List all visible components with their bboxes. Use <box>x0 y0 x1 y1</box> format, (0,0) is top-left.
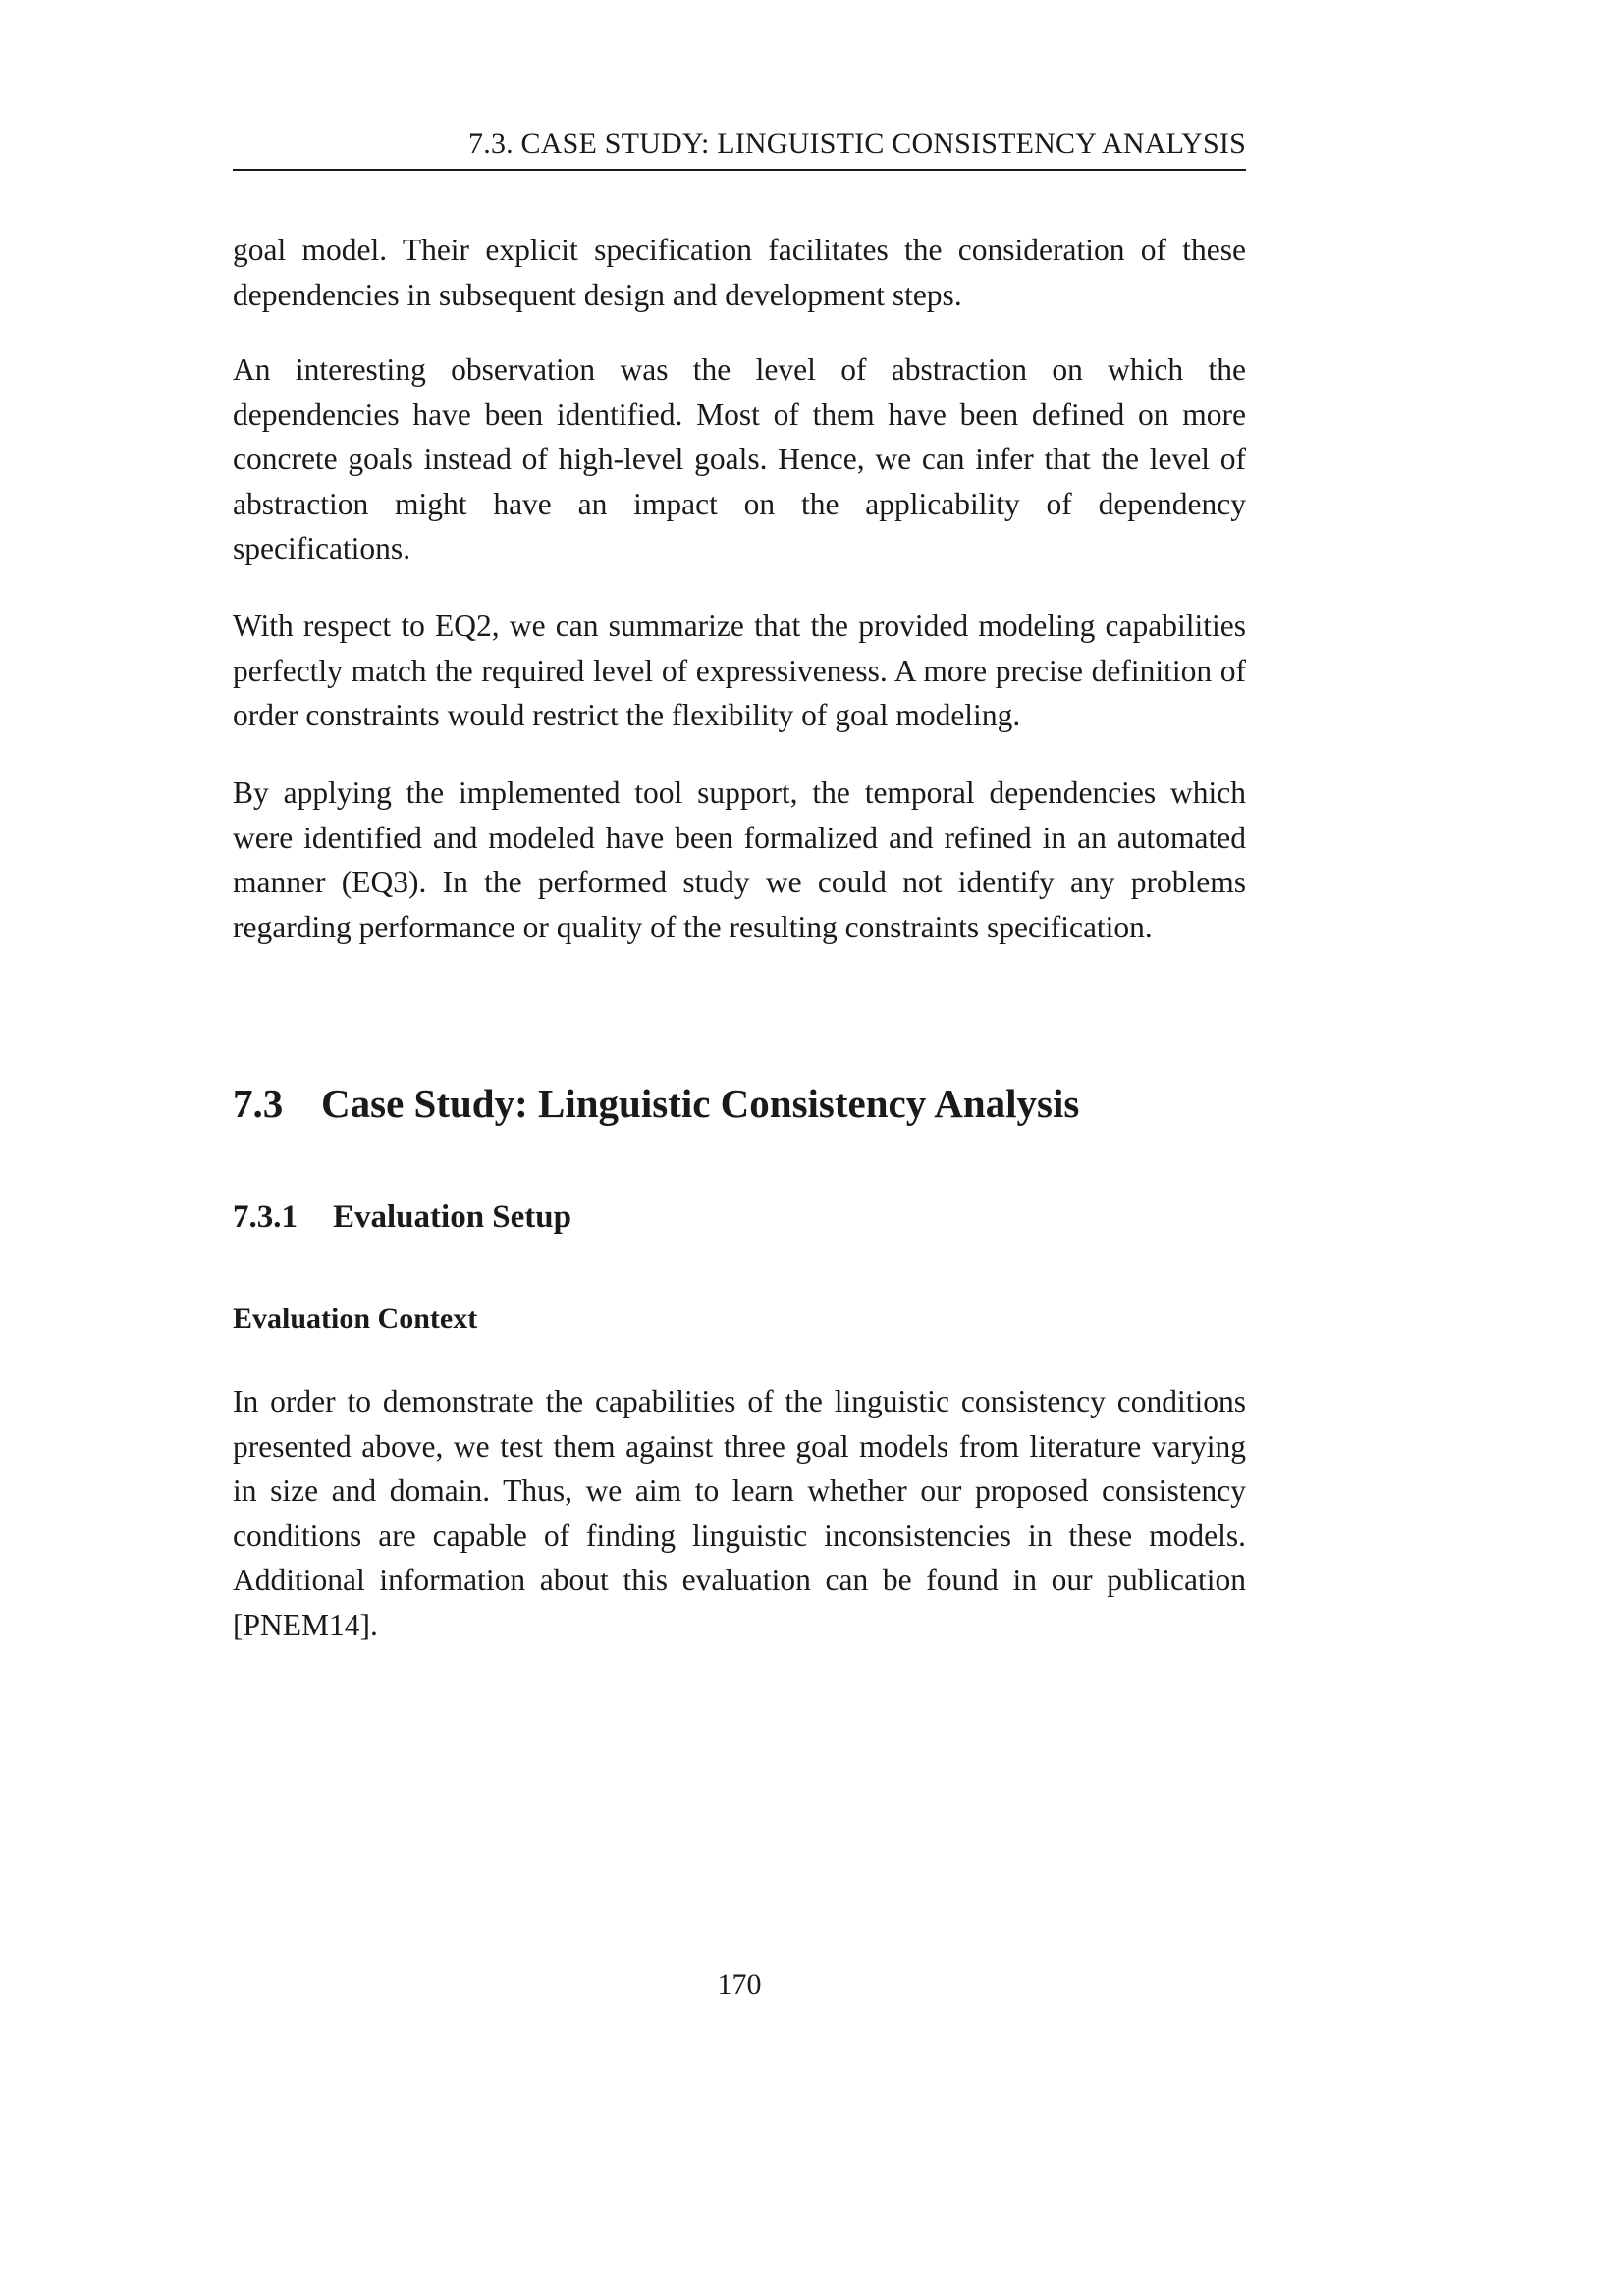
paragraph-evaluation-context <box>233 1379 1246 1647</box>
paragraph-text: goal model. Their explicit specification facilitates the consideration of these dependencies in subsequent design and development steps. <box>233 233 1246 312</box>
subsection-title: Evaluation Setup <box>333 1200 571 1235</box>
paragraph-text: In order to demonstrate the capabilities of the linguistic consistency conditions presented above, we test them against three goal models from literature varying in size and domain. Thus, we aim to learn whether our proposed consistency conditions are capable of finding linguistic inconsistencies in these models. Additional information about this evaluation can be found in our publication [PNEM14]. <box>233 1384 1246 1642</box>
paragraph-eq2-summary <box>233 604 1246 738</box>
section-title: Case Study: Linguistic Consistency Analysis <box>321 1081 1080 1126</box>
running-head: 7.3. CASE STUDY: LINGUISTIC CONSISTENCY ANALYSIS <box>468 128 1246 160</box>
paragraph-abstraction-observation <box>233 347 1246 571</box>
paragraph-eq3-tool-support <box>233 771 1246 949</box>
paragraph-text: An interesting observation was the level of abstraction on which the dependencies have been identified. Most of them have been defined on more concrete goals instead of high-level goals. Hence, we can infer that the level of abstraction might have an impact on the applicability of dependency specifications. <box>233 352 1246 565</box>
page-number: 170 <box>717 1968 762 2001</box>
header-rule <box>233 169 1246 171</box>
section-number: 7.3 <box>233 1081 284 1126</box>
paragraph-text: By applying the implemented tool support, the temporal dependencies which were identified and modeled have been formalized and refined in an automated manner (EQ3). In the performed study we could not identify any problems regarding performance or quality of the resulting constraints specification. <box>233 775 1246 944</box>
page <box>233 0 1246 2296</box>
subsection-heading <box>233 1200 571 1236</box>
paragraph-text: With respect to EQ2, we can summarize that the provided modeling capabilities perfectly match the required level of expressiveness. A more precise definition of order constraints would restrict the flexibility of goal modeling. <box>233 609 1246 732</box>
paragraph-heading: Evaluation Context <box>233 1303 478 1335</box>
paragraph-goal-model <box>233 228 1246 317</box>
subsection-number: 7.3.1 <box>233 1200 298 1235</box>
section-heading <box>233 1080 1079 1127</box>
